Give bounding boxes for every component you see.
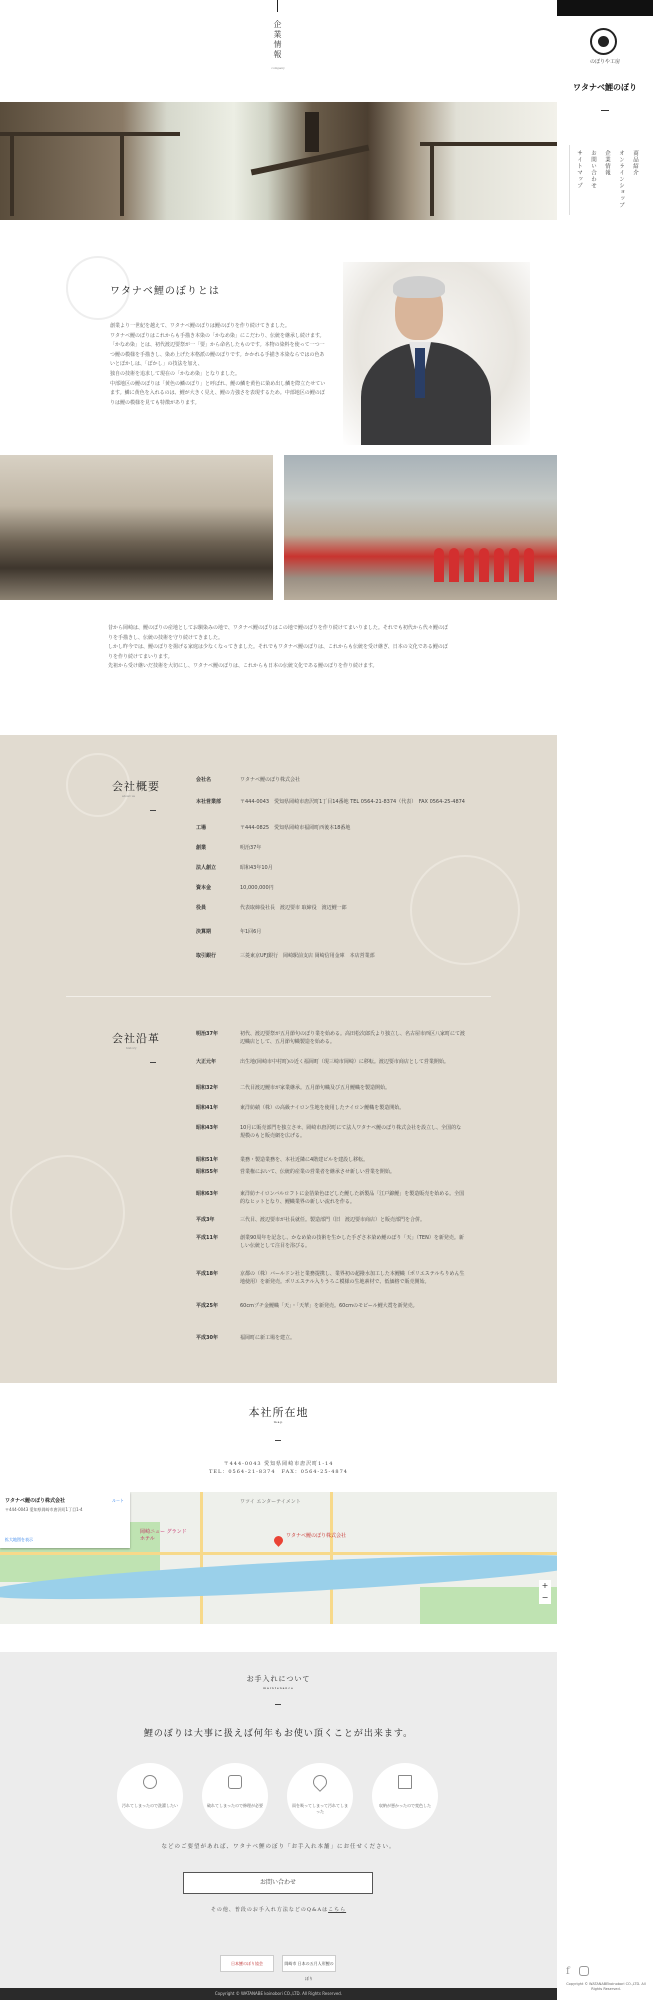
care-faq-text: その他、普段のお手入れ方法などのQ&Aは: [210, 1907, 329, 1913]
facebook-icon[interactable]: f: [566, 1966, 570, 1977]
about-paragraph: 中部地区の鯉のぼりは「黄色の鱗のぼり」と呼ばれ、鯉の鱗を黄色に染め出し鱗を際立たせています。鱗に黄色を入れるのは、鯉が大きく見え、鯉の力強さを表現するため。中部地区の鯉のぼりは鯉の模様を見ても特徴があります。: [110, 380, 326, 406]
company-row-label: 工場: [196, 825, 207, 831]
google-map[interactable]: [0, 1492, 557, 1624]
history-row-year: 明治37年: [196, 1031, 218, 1037]
map-enlarge-link[interactable]: 拡大地図を表示: [5, 1537, 33, 1542]
brand-dash: [601, 110, 609, 111]
history-title-en: history: [126, 1046, 137, 1050]
history-row-year: 平成18年: [196, 1271, 218, 1277]
about-text: [110, 322, 328, 408]
history-row-year: 昭和51年: [196, 1157, 218, 1163]
history-row-text: 出生地(岡崎市中村町)の近く福岡町（現三崎市岡崎）に移転。渡辺要市商店として営業開始。: [240, 1059, 449, 1065]
hq-address: 〒444-0043 愛知県岡崎市唐沢町1-14: [223, 1461, 334, 1467]
water-drop-icon: [310, 1772, 330, 1792]
history-title: 会社沿革: [112, 1032, 160, 1045]
care-faq: [0, 1906, 557, 1913]
maintenance-section: [0, 1652, 557, 1988]
banner-association[interactable]: 日本鯉のぼり協会: [220, 1955, 274, 1972]
banner-okazaki[interactable]: 岡崎市 日本の五月人形鯉のぼり: [282, 1955, 336, 1972]
care-item: [117, 1763, 183, 1829]
map-place: 岡崎ニュー グランドホテル: [140, 1529, 187, 1542]
history-row-text: 三代目、渡辺要市が社長就任。製造部門（旧 渡辺要市商店）と販売部門を合併。: [240, 1217, 426, 1223]
brand-logo[interactable]: ワタナベ鯉のぼり: [573, 82, 637, 92]
instagram-icon[interactable]: [579, 1966, 589, 1976]
about-paragraph: 独自の技術を追求して現在の「かなめ染」となりました。: [110, 370, 241, 377]
nav-contact[interactable]: お問い合わせ: [590, 150, 596, 189]
care-item: [287, 1763, 353, 1829]
company-row-value: ワタナベ鯉のぼり株式会社: [240, 777, 300, 783]
company-row-value: 明治37年: [240, 845, 262, 851]
history-row-year: 平成3年: [196, 1217, 215, 1223]
history-row-text: 京都の（株）バールドン社と業務提携し、業界初の超撥水加工した本鯉幟（ポリエステルちりめん生地使用）を新発売。ポリエステル入りうろこ模様の生地素材で、低価格で販売開始。: [240, 1271, 465, 1285]
company-row-value: 昭和43年10月: [240, 865, 273, 871]
history-row-text: 東洋紡績（株）の高級ナイロン生地を使用したナイロン鯉幟を製造開始。: [240, 1105, 405, 1111]
contact-button[interactable]: お問い合わせ: [183, 1872, 373, 1894]
company-row-value: 〒444-0825 愛知県岡崎市福岡町西後本18番地: [240, 825, 351, 831]
company-row-label: 会社名: [196, 777, 212, 783]
history-row-text: 10月に販売部門を独立させ、岡崎市唐沢町にて法人ワタナベ鯉のぼり株式会社を設立し、全国的な規模のもと販売網を広げる。: [240, 1125, 462, 1139]
history-row-year: 平成30年: [196, 1335, 218, 1341]
brand-sub: のぼりや工房: [589, 59, 620, 65]
company-row-label: 資本金: [196, 885, 212, 891]
company-row-label: 本社営業部: [196, 799, 222, 805]
map-card-address: 〒444-0043 愛知県岡崎市唐沢町1丁目1-4: [5, 1507, 83, 1512]
company-row-value: 10,000,000円: [240, 885, 274, 891]
company-row-label: 決算期: [196, 929, 212, 935]
map-zoom-control[interactable]: + −: [539, 1580, 551, 1604]
logo-mark-icon[interactable]: [590, 28, 617, 55]
title-dash: [275, 1704, 281, 1705]
map-pin-label: ワタナベ鯉のぼり株式会社: [286, 1533, 346, 1539]
about-paragraph: 「かなめ染」とは、初代渡辺要祭が一「要」から命名したものです。本物の染料を使って一つ一つ鯉の模様を手描きし、染め上げた本格派の鯉のぼりです。かかれる手描き本染ならではの色あいとぼかしは、「ぼかし」の技法を加え、: [110, 342, 325, 368]
history-row-text: 福岡町に新工場を建立。: [240, 1335, 296, 1341]
staff-photo: [284, 455, 557, 600]
history-row-year: 平成25年: [196, 1303, 218, 1309]
president-portrait: [343, 262, 530, 445]
care-title: お手入れについて: [246, 1675, 311, 1683]
title-dash: [275, 1440, 281, 1441]
care-item: [202, 1763, 268, 1829]
historic-photo: [0, 455, 273, 600]
history-row-year: 昭和43年: [196, 1125, 218, 1131]
history-row-text: 業務・製造業務を、本社近隣に4階建ビルを建設し移転。: [240, 1157, 369, 1163]
side-top-bar: [557, 0, 653, 16]
hq-title: 本社所在地: [248, 1406, 309, 1419]
care-faq-link[interactable]: こちら: [328, 1907, 347, 1913]
about-title: ワタナベ鯉のぼりとは: [110, 286, 220, 297]
history-row-text: 創業90周年を記念し、かなめ染の技術を生かした手ざさ本染め鯉のぼり「天」（TEN）を新発売。新しい伝統として注目を浴びる。: [240, 1235, 464, 1249]
history-intro: [108, 624, 448, 672]
page-title: 企業情報: [273, 20, 282, 60]
history-row-text: 初代、渡辺要祭が五月節句のぼり業を始める。高田松次郎氏より独立し、名古屋市西区八家町にて渡辺幟店として、五月節句幟製造を始める。: [240, 1031, 466, 1045]
intro-paragraph: 昔から岡崎は、鯉のぼりの産地としてお馴染みの地で、ワタナベ鯉のぼりはこの地で鯉のぼりを作り続けてまいりました。それでも初代から代々鯉のぼりを手描きし、伝統の技術を守り続けてきました。: [108, 625, 448, 641]
care-headline: 鯉のぼりは大事に扱えば何年もお使い頂くことが出来ます。: [143, 1729, 414, 1739]
side-copyright: Copyright © WATANABEkoinobori CO.,LTD. All Rights Reserved.: [566, 1982, 646, 1991]
about-paragraph: 創業より一世紀を越えて、ワタナベ鯉のぼりは鯉のぼりを作り続けてきました。: [110, 323, 290, 329]
sewing-machine-icon: [228, 1775, 242, 1789]
map-info-card: [0, 1492, 130, 1548]
section-divider: [66, 996, 491, 997]
nav-online-shop[interactable]: オンラインショップ: [618, 150, 624, 209]
history-row-text: 二代目渡辺鯉市が家業継承。五月節句幟及び五月鯉幟を製造開始。: [240, 1085, 391, 1091]
care-item-caption: 雨を吸ってしまって汚れてしまった: [292, 1803, 348, 1814]
hq-tel: TEL：0564-21-8374 FAX：0564-25-4874: [209, 1469, 348, 1475]
about-paragraph: ワタナベ鯉のぼりはこれからも手描き本染の「かなめ染」にこだわり、伝統を継承し続けます。: [110, 332, 325, 339]
care-title-en: maintenance: [263, 1686, 294, 1690]
side-nav: [557, 0, 653, 2000]
footer-copyright: Copyright © WATANABE koinobori CO.,LTD. All Rights Reserved.: [0, 1988, 557, 2000]
company-row-value: 代表取締役社長 渡辺要市 取締役 渡辺鯉一郎: [240, 905, 347, 911]
map-place: ワツイ エンターテイメント: [240, 1499, 301, 1505]
company-row-label: 法人創立: [196, 865, 217, 871]
company-row-label: 役員: [196, 905, 207, 911]
nav-sitemap[interactable]: サイトマップ: [576, 150, 582, 189]
care-item-caption: 収納が悪かったので変色した: [379, 1803, 431, 1808]
intro-paragraph: しかし昨今では、鯉のぼりを揚げる家庭は少なくなってきました。それでもワタナベ鯉のぼりは、これからも伝統を受け継ぎ、日本の文化である鯉のぼりを作り続けてまいります。: [108, 644, 448, 660]
hq-title-en: map: [273, 1420, 284, 1424]
history-row-year: 昭和55年: [196, 1169, 218, 1175]
storage-box-icon: [398, 1775, 412, 1789]
history-row-text: 東洋紡ナイロンバルロフトに金箔染色ほどした鯉した新製品「江戸錦鯉」を製造販売を始める。全国的なヒットとなり、鯉幟業界の新しい流れを作る。: [240, 1191, 465, 1205]
care-item-caption: 破れてしまったので修理が必要: [207, 1803, 263, 1808]
history-row-year: 大正元年: [196, 1059, 217, 1065]
company-row-value: 〒444-0043 愛知県岡崎市唐沢町1丁目14番地 TEL 0564-21-8374（代表） FAX 0564-25-4874: [240, 799, 465, 805]
history-row-year: 平成11年: [196, 1235, 218, 1241]
map-pin-icon[interactable]: [272, 1534, 285, 1547]
intro-paragraph: 先祖から受け継いだ技術を大切にし、ワタナベ鯉のぼりは、これからも日本の伝統文化である鯉のぼりを作り続けます。: [108, 663, 378, 670]
nav-company[interactable]: 企業情報: [604, 150, 610, 176]
company-title-en: about us: [122, 794, 136, 798]
page-label-line: [277, 0, 278, 12]
care-note: などのご要望があれば、ワタナベ鯉のぼり「お手入れ本舗」にお任せください。: [161, 1844, 396, 1850]
company-row-value: 三菱東京UFJ銀行 岡崎駅前支店 岡崎信用金庫 本店営業部: [240, 953, 375, 959]
nav-divider: [569, 145, 570, 215]
company-row-value: 年1回6月: [240, 929, 262, 935]
company-row-label: 創業: [196, 845, 207, 851]
nav-products[interactable]: 商品紹介: [632, 150, 638, 176]
company-row-label: 取引銀行: [196, 953, 217, 959]
history-row-year: 昭和63年: [196, 1191, 218, 1197]
care-item: [372, 1763, 438, 1829]
title-dash: [150, 810, 156, 811]
washing-machine-icon: [143, 1775, 157, 1789]
map-card-name: ワタナベ鯉のぼり株式会社: [5, 1498, 65, 1504]
title-dash: [150, 1062, 156, 1063]
care-item-caption: 汚れてしまったので洗濯したい: [122, 1803, 178, 1808]
history-row-year: 昭和41年: [196, 1105, 218, 1111]
watermark-seal: [10, 1155, 125, 1270]
history-row-text: 60cmプチ金鯉幟「天」・「天華」を新発売。60cmのモビール鯉大賞を新発売。: [240, 1303, 418, 1309]
history-row-year: 昭和32年: [196, 1085, 218, 1091]
map-route-button[interactable]: ルート: [112, 1498, 124, 1503]
hero-factory-photo: [0, 102, 557, 220]
company-title: 会社概要: [112, 780, 160, 793]
history-row-text: 営業権において、伝統的産業の営業者を継承させ新しい営業を開始。: [240, 1169, 395, 1175]
page-title-en: company: [271, 66, 285, 70]
